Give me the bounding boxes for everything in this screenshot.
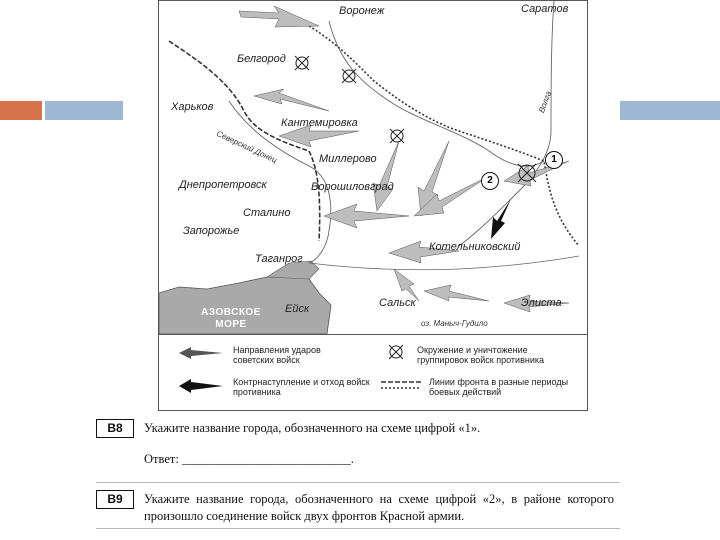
map-drawing: [159, 1, 587, 334]
legend-soviet-attacks: Направления ударов советских войск: [233, 345, 321, 365]
city-label-zaporozhye: Запорожье: [183, 225, 240, 237]
attack-arrow: [373, 141, 399, 211]
city-label-millerovo: Миллерово: [319, 153, 377, 165]
city-label-elista: Элиста: [521, 297, 562, 309]
decorative-bar-blue-right: [620, 101, 720, 120]
legend-front-lines-icon: [381, 379, 421, 391]
attack-arrow: [424, 285, 489, 301]
city-label-belgorod: Белгород: [237, 53, 286, 65]
river-manych: [309, 256, 579, 270]
task-code-b9: В9: [96, 490, 134, 509]
city-label-kantemirovka: Кантемировка: [281, 117, 358, 129]
legend-soviet-arrow-icon: [179, 347, 223, 359]
attack-arrow: [239, 6, 319, 27]
task-b8: [96, 419, 620, 439]
task-code-b8: В8: [96, 419, 134, 438]
city-label-dnepropetrovsk: Днепропетровск: [179, 179, 267, 191]
river-label-donets: Северский Донец: [215, 129, 279, 165]
attack-arrow: [254, 89, 329, 111]
answer-blank[interactable]: ___________________________.: [181, 452, 354, 466]
counterattack-arrow: [491, 199, 511, 239]
decorative-bar-orange: [0, 101, 42, 120]
city-label-voronezh: Воронеж: [339, 5, 385, 17]
task-b9: [96, 490, 620, 526]
city-label-kotelnikovsky: Котельниковский: [429, 241, 521, 253]
task-text-b9: Укажите название города, обозначенного на схеме цифрой «2», в районе которого произошло соединение войск двух фронтов Красной армии.: [144, 492, 614, 523]
answer-label: Ответ:: [144, 452, 179, 466]
city-label-kharkov: Харьков: [171, 101, 214, 113]
city-label-eysk: Ейск: [285, 303, 310, 315]
river-label-manych: оз. Маныч-Гудило: [421, 319, 488, 328]
legend-counterattack: Контрнаступление и отход войск противника: [233, 377, 370, 397]
city-label-saratov: Саратов: [521, 3, 569, 15]
sea-label-line1: АЗОВСКОЕ: [201, 307, 261, 318]
divider: [96, 482, 620, 483]
legend-front-lines: Линии фронта в разные периоды боевых действий: [429, 377, 569, 397]
city-label-stalino: Сталино: [243, 207, 291, 219]
legend-counterattack-arrow-icon: [179, 379, 223, 393]
sea-label-azov: [191, 307, 271, 331]
task-text-b8: Укажите название города, обозначенного на схеме цифрой «1».: [144, 421, 481, 435]
historical-map: [158, 0, 588, 411]
city-label-salsk: Сальск: [379, 297, 416, 309]
divider: [96, 528, 620, 529]
map-legend: [159, 334, 587, 411]
city-label-voroshilovgrad: Ворошиловград: [311, 181, 394, 193]
legend-encirclement: Окружение и уничтожение группировок войск противника: [417, 345, 545, 365]
river-don: [329, 21, 544, 166]
decorative-bar-blue-left: [45, 101, 123, 120]
answer-line: [144, 452, 354, 467]
river-volga: [459, 1, 554, 246]
legend-encirclement-icon: [387, 343, 405, 361]
map-marker-2: 2: [481, 172, 499, 190]
sea-label-line2: МОРЕ: [215, 319, 247, 330]
attack-arrow: [324, 204, 409, 228]
river-label-volga: Волга: [537, 89, 554, 115]
city-label-taganrog: Таганрог: [255, 253, 303, 265]
map-marker-1: 1: [545, 151, 563, 169]
